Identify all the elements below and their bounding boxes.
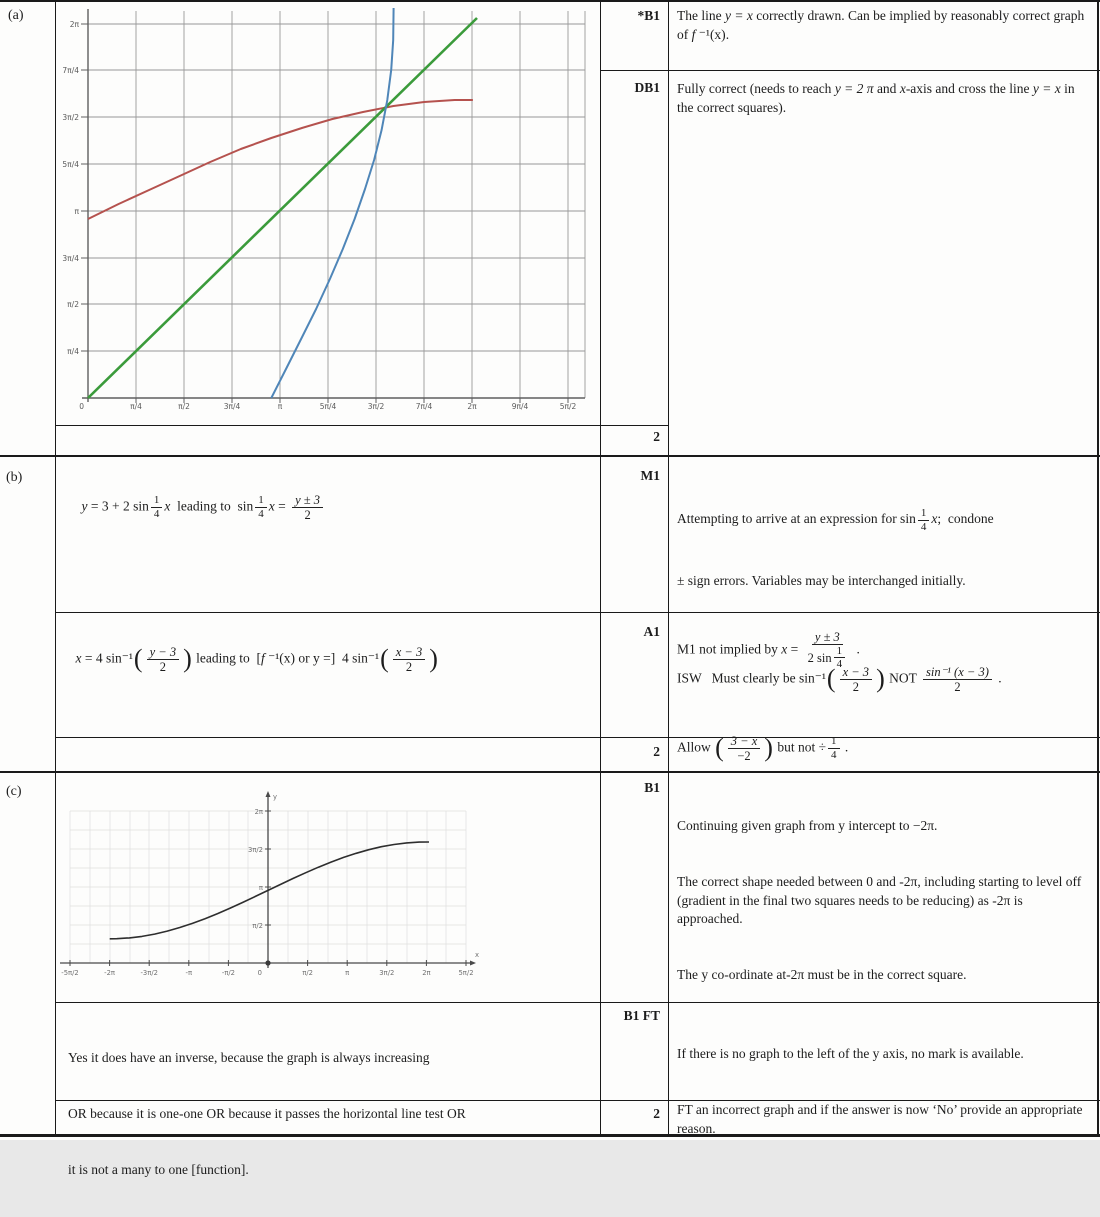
svg-text:π/4: π/4 [67,347,79,356]
svg-text:π/2: π/2 [252,922,263,930]
fraction-denominator: 4 [920,520,927,533]
fraction [393,645,425,674]
comment-line: Continuing given graph from y intercept to −2π. [677,818,938,834]
math-var: f [260,650,265,666]
axis-arrows [266,791,480,966]
svg-text:π/2: π/2 [67,300,79,309]
text: ISW Must clearly be sin⁻¹ [677,670,826,686]
fraction-numerator: 1 [828,735,840,748]
svg-text:-2π: -2π [104,969,116,977]
comment-line: The y co-ordinate at-2π must be in the correct square. [677,967,967,983]
working-b-line1 [68,474,588,540]
text: . [853,641,860,657]
table-border-right [1097,0,1099,1137]
svg-text:0: 0 [257,969,262,977]
svg-text:-π: -π [185,969,193,977]
origin-marker [265,960,270,965]
x-axis-tick-labels [61,969,473,977]
part-label-a: (a) [8,8,24,23]
svg-text:3π/2: 3π/2 [62,113,79,122]
working-c-answer [68,1012,588,1217]
curve-sine [110,842,429,939]
text: . [841,739,849,755]
math-var: y [81,498,88,514]
y-axis-tick-labels [62,20,79,356]
text: . [725,26,730,42]
svg-text:9π/4: 9π/4 [511,402,529,411]
fraction-denominator: 2 [852,680,859,695]
fraction [918,507,930,533]
text: -axis and cross the line [905,81,1033,96]
y-axis-label: y [273,793,278,801]
fraction-numerator: 1 [151,494,163,507]
svg-text:7π/4: 7π/4 [62,66,79,75]
svg-text:π: π [277,402,283,411]
svg-text:π: π [258,884,263,892]
x-axis-label: x [475,951,480,959]
row-divider [600,70,1100,71]
comment-b-a1 [677,628,1091,800]
svg-text:-π/2: -π/2 [221,969,235,977]
fraction-denominator: −2 [737,748,751,763]
axes [82,9,585,402]
answer-line: Yes it does have an inverse, because the graph is always increasing [68,1050,430,1066]
fraction [147,645,179,674]
comment-line: If there is no graph to the left of the y axis, no mark is available. [677,1046,1024,1062]
fraction [840,665,872,694]
fraction [151,494,163,520]
fraction-numerator: 3 − x [728,734,760,749]
fraction [828,735,840,761]
comment-line: FT an incorrect graph and if the answer is now ‘No’ provide an appropriate reason. [677,1102,1086,1136]
svg-text:5π/2: 5π/2 [458,969,474,977]
graph-part-c [55,786,485,994]
part-label-b: (b) [6,470,23,485]
fraction-numerator: 1 [834,645,846,658]
comment-line [677,665,1091,694]
svg-text:5π/4: 5π/4 [62,160,79,169]
fraction [923,665,992,694]
math-var: x [164,498,171,514]
grid-lines [88,11,585,398]
math-expression: y = x [724,8,753,23]
text: M1 not implied by [677,641,782,657]
fraction-numerator: x − 3 [840,665,872,680]
svg-text:π: π [74,207,79,216]
parenthesis: ) [183,643,192,673]
text: = [274,498,290,514]
text: leading to [ [192,650,261,666]
section-divider [0,455,1100,457]
fraction [728,734,760,763]
svg-text:3π/2: 3π/2 [379,969,395,977]
math-superscript: ⁻¹(x) [695,26,726,42]
comment-line: The correct shape needed between 0 and -2π, including starting to level off (gradient in the final two squares needs to be reducing) as -2π is approached. [677,874,1085,927]
curve-f-inverse [271,8,393,398]
svg-text:-3π/2: -3π/2 [140,969,158,977]
svg-text:2π: 2π [69,20,79,29]
mark-c-b1ft: B1 FT [623,1008,660,1023]
svg-text:π/4: π/4 [130,402,142,411]
text: NOT [885,670,920,686]
text: ⁻¹(x) or y =] 4 sin⁻¹ [264,650,380,666]
fraction-numerator: y ± 3 [812,630,843,645]
fraction-numerator: 1 [255,494,267,507]
comment-c-b1 [677,780,1091,1022]
svg-text:7π/4: 7π/4 [415,402,433,411]
mark-b-total: 2 [653,744,660,759]
math-var: f [691,26,696,42]
svg-text:2π: 2π [254,808,263,816]
mark-a-b1: *B1 [637,8,660,23]
mark-a-db1: DB1 [634,80,660,95]
parenthesis: ) [429,643,438,673]
parenthesis: ( [133,643,143,673]
fraction-denominator: 2 [954,680,961,695]
comment-c-b1ft [677,1008,1091,1176]
fraction-denominator: 4 [836,658,843,671]
text: leading to sin [170,498,254,514]
fraction-numerator: x − 3 [393,645,425,660]
mark-b-m1: M1 [640,468,660,483]
answer-line: it is not a many to one [function]. [68,1162,249,1177]
parenthesis: ( [826,664,836,694]
fraction-denominator: 4 [831,748,837,761]
math-var: x [75,650,82,666]
fraction-numerator: y ± 3 [292,493,323,508]
math-var: x [899,81,906,96]
text: and [873,81,900,96]
math-var: x [931,511,938,527]
text: 2 sin [807,650,832,665]
math-var: x [268,498,275,514]
svg-text:3π/2: 3π/2 [247,846,263,854]
part-label-c: (c) [6,784,22,799]
math-var: x [781,641,788,657]
text: Attempting to arrive at an expression for sin [677,511,916,527]
text: Fully correct (needs to reach [677,81,835,96]
column-divider [668,0,669,1137]
row-divider [55,425,668,426]
curve-y-equals-x [88,18,477,398]
svg-text:3π/2: 3π/2 [367,402,385,411]
fraction-numerator: sin⁻¹ (x − 3) [923,665,992,680]
text: correctly drawn. Can be implied by reasonably correct graph of [677,8,1088,42]
svg-text:3π/4: 3π/4 [62,254,79,263]
comment-line [677,734,1091,763]
comment-line: ± sign errors. Variables may be interchanged initially. [677,573,966,589]
svg-text:2π: 2π [422,969,431,977]
fraction-denominator: 4 [153,507,160,520]
parenthesis: ) [876,664,885,694]
fraction-numerator: 1 [918,507,930,520]
mark-c-total: 2 [653,1106,660,1121]
text: = 4 sin⁻¹ [81,650,133,666]
column-divider [600,0,601,1137]
svg-text:3π/4: 3π/4 [223,402,241,411]
parenthesis: ( [715,732,724,762]
parenthesis: ( [380,643,389,673]
svg-text:2π: 2π [467,402,477,411]
text: = 3 + 2 sin [87,498,149,514]
svg-text:5π/2: 5π/2 [559,402,577,411]
mark-c-b1: B1 [644,780,660,795]
text: Allow [677,739,715,755]
text: ; condone [937,511,994,527]
fraction [255,494,267,520]
curve-f [88,100,473,219]
y-axis-tick-labels [248,808,263,930]
fraction-denominator: 4 [258,507,264,520]
x-axis-tick-labels [79,402,576,411]
mark-a-total: 2 [653,429,660,444]
working-b-line2 [62,626,592,692]
fraction-denominator: 2 [304,507,311,522]
comment-a-b1 [677,7,1091,44]
svg-text:0: 0 [79,402,84,411]
text: = [787,641,802,657]
answer-line: OR because it is one-one OR because it passes the horizontal line test OR [68,1106,466,1122]
math-expression: y = 2 π [834,81,874,96]
svg-text:π: π [345,969,350,977]
fraction-numerator: y − 3 [147,645,179,660]
text: . [994,670,1002,686]
axes [60,794,473,968]
math-expression: y = x [1032,81,1061,96]
svg-text:π/2: π/2 [302,969,313,977]
svg-text:-5π/2: -5π/2 [61,969,79,977]
graph-part-a [55,1,600,424]
text: The line [677,8,725,23]
comment-line [677,507,1091,533]
parenthesis: ) [764,732,773,762]
fraction [292,493,323,522]
svg-text:5π/4: 5π/4 [319,402,337,411]
mark-b-a1: A1 [643,624,660,639]
svg-text:π/2: π/2 [178,402,190,411]
fraction-denominator: 2 [405,659,413,674]
text: but not ÷ [773,739,826,755]
axis-ticks [81,24,568,403]
text: in the correct squares). [677,81,1079,115]
comment-a-db1 [677,80,1091,117]
fraction-denominator: 2 [159,659,166,674]
